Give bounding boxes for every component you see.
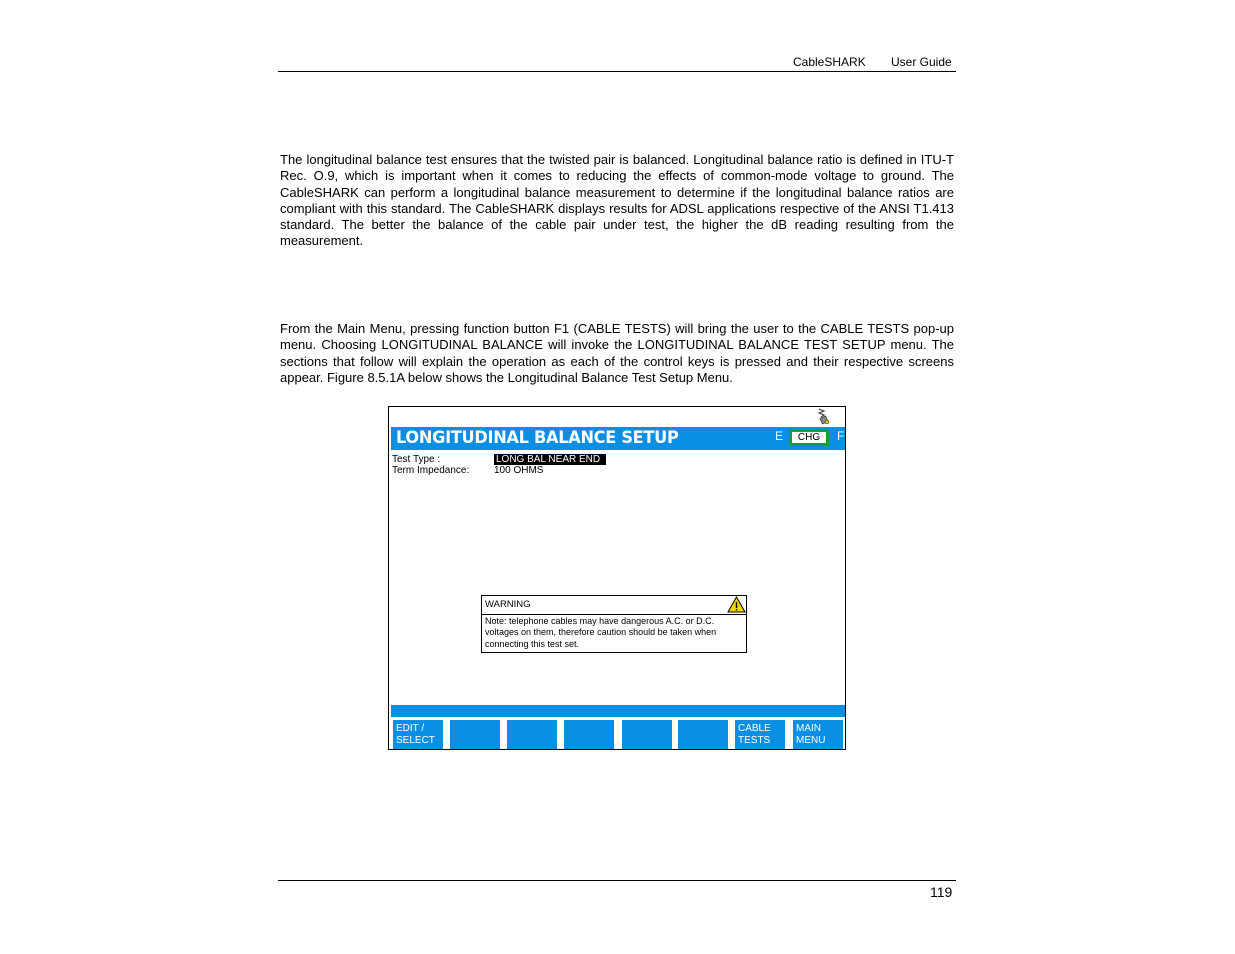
warning-triangle-icon [727, 596, 746, 613]
header-product: CableSHARK [793, 55, 866, 69]
term-impedance-label: Term Impedance: [392, 465, 470, 476]
test-type-label: Test Type : [392, 454, 441, 465]
screen-title: LONGITUDINAL BALANCE SETUP [396, 428, 679, 448]
test-type-value[interactable]: LONG BAL NEAR END [494, 454, 606, 465]
fkey-cable-tests[interactable] [735, 720, 785, 749]
battery-empty-label: E [775, 429, 784, 443]
plug-icon [813, 408, 831, 426]
term-impedance-value[interactable]: 100 OHMS [494, 465, 544, 476]
battery-indicator [789, 429, 829, 446]
warning-line: Note: telephone cables may have dangerous A.C. or D.C. [485, 616, 715, 626]
fkey-blank-6[interactable] [678, 720, 728, 749]
instructions-paragraph: From the Main Menu, pressing function button F1 (CABLE TESTS) will bring the user to the CABLE TESTS pop-up menu. Choosing LONGITUDINAL BALANCE will invoke the LONGITUDINAL BALANCE TEST SETUP menu. The sections that follow will explain the operation as each of the control keys is pressed and their respective screens appear. Figure 8.5.1A below shows the Longitudinal Balance Test Setup Menu. [280, 321, 954, 385]
warning-dialog [481, 595, 747, 653]
warning-message [485, 616, 747, 650]
fkey-label: EDIT / [396, 723, 425, 734]
fkey-blank-2[interactable] [450, 720, 500, 749]
warning-line: connecting this test set. [485, 638, 580, 649]
fkey-label: MAIN [796, 723, 821, 734]
fkey-blank-4[interactable] [564, 720, 614, 749]
title-bar [391, 427, 845, 450]
warning-line: voltages on them, therefore caution should be taken when [485, 627, 717, 638]
page-number: 119 [930, 884, 953, 900]
fkey-label: CABLE [738, 723, 771, 734]
device-screen [388, 406, 846, 750]
fkey-blank-3[interactable] [507, 720, 557, 749]
fkey-main-menu[interactable] [793, 720, 843, 749]
footer-rule [278, 880, 956, 881]
header-doc-title: User Guide [891, 55, 952, 69]
header-rule [278, 71, 956, 72]
warning-title: WARNING [485, 599, 531, 610]
status-bar [391, 705, 845, 717]
fkey-label: MENU [796, 734, 826, 746]
warning-header [482, 596, 746, 615]
battery-full-label: F [837, 429, 845, 443]
fkey-label: SELECT [396, 734, 435, 746]
battery-status: CHG [792, 432, 826, 443]
intro-paragraph: The longitudinal balance test ensures that the twisted pair is balanced. Longitudinal balance ratio is defined in ITU-T Rec. O.9, which is important when it comes to reducing the effects of common-mode voltage to ground. The CableSHARK can perform a longitudinal balance measurement to determine if the longitudinal balance ratios are compliant with this standard. The CableSHARK displays results for ADSL applications respective of the ANSI T1.413 standard. The better the balance of the cable pair under test, the higher the dB reading resulting from the measurement. [280, 152, 954, 249]
fkey-edit-select[interactable] [393, 720, 443, 749]
fkey-label: TESTS [738, 734, 771, 746]
fkey-blank-5[interactable] [622, 720, 672, 749]
